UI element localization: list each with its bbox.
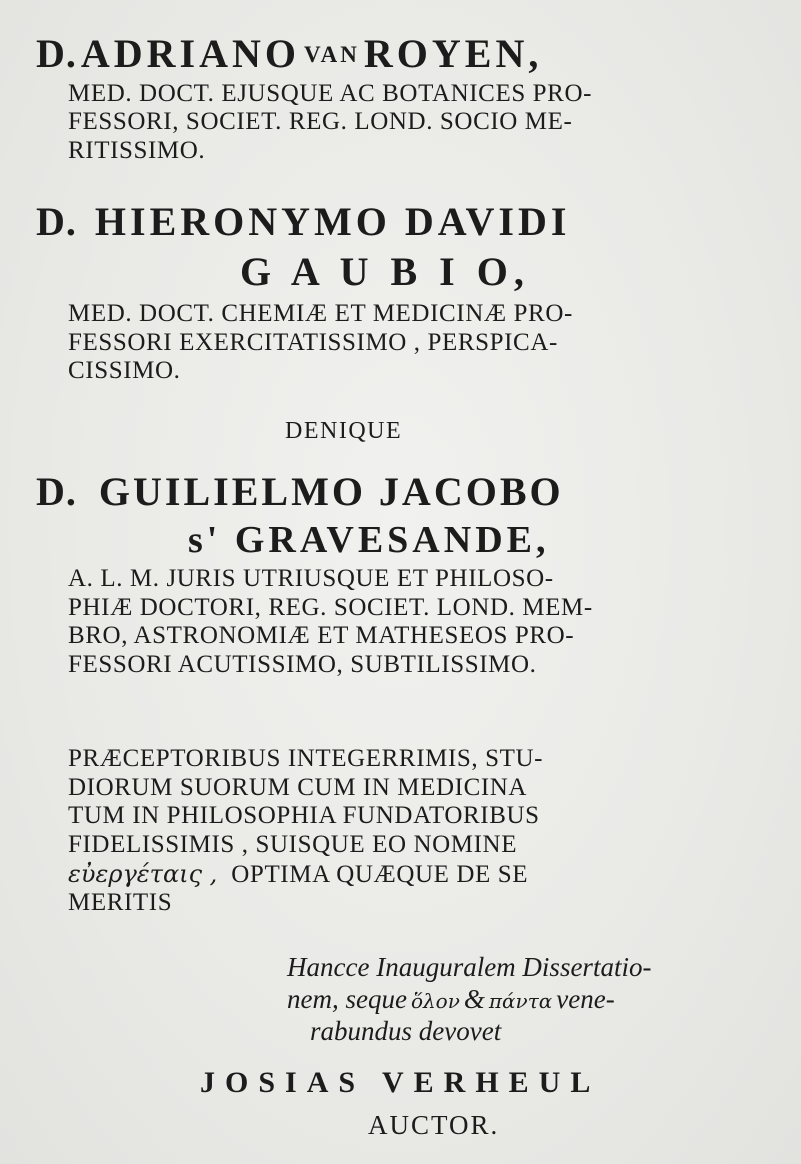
closing-line-4: FIDELISSIMIS , SUISQUE EO NOMINE (68, 831, 518, 858)
dedication-1-name-part2: ROYEN, (363, 31, 543, 76)
dedication-1-heading (36, 30, 542, 77)
closing-after-greek: OPTIMA QUÆQUE DE SE (231, 861, 529, 888)
offering-line-2-end: vene- (556, 984, 615, 1014)
author-name: JOSIAS VERHEUL (200, 1066, 601, 1099)
dedication-3-line-4: FESSORI ACUTISSIMO, SUBTILISSIMO. (68, 651, 537, 678)
dedication-2-name-line-1: HIERONYMO DAVIDI (94, 199, 571, 244)
dedication-2-line-2: FESSORI EXERCITATISSIMO , PERSPICA- (68, 329, 558, 356)
author-title: AUCTOR. (368, 1110, 500, 1140)
offering-ampersand: & (463, 984, 485, 1014)
dedication-1-line-1: MED. DOCT. EJUSQUE AC BOTANICES PRO- (68, 80, 593, 107)
closing-line-5 (68, 860, 528, 889)
dedication-2-line-3: CISSIMO. (68, 357, 181, 384)
offering-line-1: Hancce Inauguralem Dissertatio- (287, 952, 652, 982)
dedication-1-name-part1: ADRIANO (80, 31, 301, 76)
conjunction-denique: DENIQUE (285, 418, 403, 444)
dedication-3-line-2: PHIÆ DOCTORI, REG. SOCIET. LOND. MEM- (68, 594, 593, 621)
offering-line-3: rabundus devovet (310, 1016, 502, 1046)
dedication-1-line-3: RITISSIMO. (68, 137, 206, 164)
offering-line-2-start: nem, seque (287, 984, 407, 1014)
closing-last-line: MERITIS (68, 889, 173, 916)
dedication-2-name-line-2: G A U B I O, (240, 249, 530, 294)
dedication-1-name-particle: VAN (304, 42, 360, 67)
dedication-2-line-1: MED. DOCT. CHEMIÆ ET MEDICINÆ PRO- (68, 300, 573, 327)
dedication-3-line-3: BRO, ASTRONOMIÆ ET MATHESEOS PRO- (68, 622, 575, 649)
dedication-3-name-line-1: GUILIELMO JACOBO (98, 469, 564, 514)
offering-greek-panta: πάντα (488, 989, 553, 1013)
offering-line-2 (287, 984, 615, 1015)
dedication-2-prefix: D. (36, 199, 77, 244)
dedication-3-name-line-2: s' GRAVESANDE, (188, 519, 550, 561)
dedication-2-heading (36, 198, 570, 245)
dedication-1-prefix: D. (36, 31, 77, 76)
dedication-3-line-1: A. L. M. JURIS UTRIUSQUE ET PHILOSO- (68, 565, 554, 592)
dedication-3-prefix: D. (36, 469, 77, 514)
closing-greek-word: εὐεργέταις , (68, 860, 218, 888)
closing-line-3: TUM IN PHILOSOPHIA FUNDATORIBUS (68, 802, 540, 829)
dedication-3-heading (36, 468, 564, 515)
offering-greek-holon: ὅλον (410, 989, 460, 1013)
closing-line-2: DIORUM SUORUM CUM IN MEDICINA (68, 774, 528, 801)
dedication-1-line-2: FESSORI, SOCIET. REG. LOND. SOCIO ME- (68, 108, 573, 135)
closing-line-1: PRÆCEPTORIBUS INTEGERRIMIS, STU- (68, 745, 544, 772)
